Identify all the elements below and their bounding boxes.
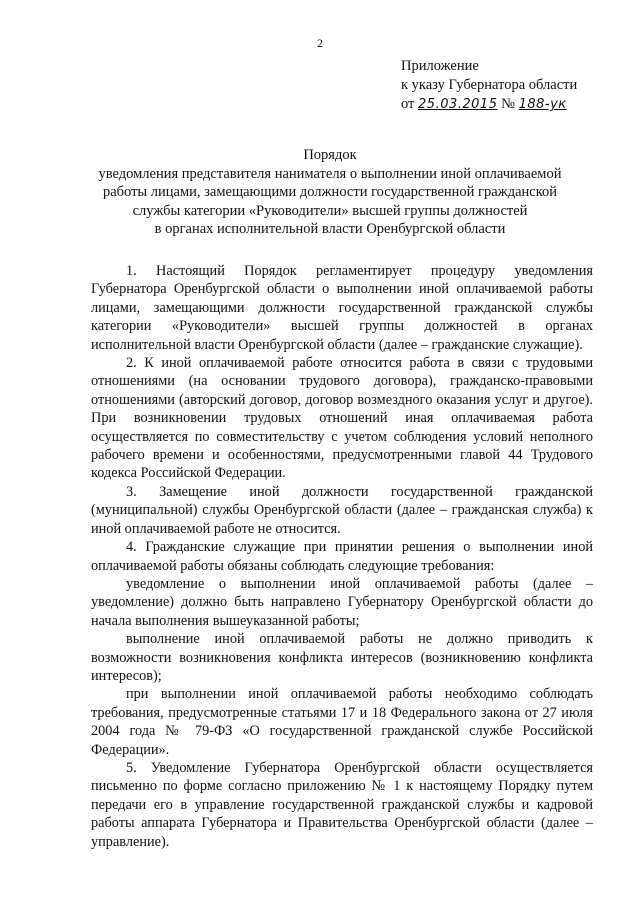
handwritten-date: 25.03.2015 [418, 97, 498, 112]
handwritten-number: 188-ук [518, 97, 567, 112]
from-label: от [401, 96, 415, 112]
appendix-date-number [401, 95, 577, 114]
paragraph: выполнение иной оплачиваемой работы не должно приводить к возможности возникновения конфликта интересов (возникновению конфликта интересов); [91, 631, 593, 684]
paragraph: 2. К иной оплачиваемой работе относится работа в связи с трудовыми отношениями (на основании трудового договора), гражданско-правовыми отношениями (авторский договор, договор возмездного оказания услуг и другое). При возникновении трудовых отношений иная оплачиваемая работа осуществляется по совместительству с учетом соблюдения условий неполного рабочего времени и особенностями, предусмотренными главой 44 Трудового кодекса Российской Федерации. [91, 355, 593, 482]
paragraph: 5. Уведомление Губернатора Оренбургской области осуществляется письменно по форме согласно приложению № 1 к настоящему Порядку путем передачи его в управление государственной гражданской службы и кадровой работы аппарата Губернатора и Правительства Оренбургской области (далее – управление). [91, 759, 593, 850]
document-title [70, 146, 590, 239]
paragraph: 4. Гражданские служащие при принятии решения о выполнении иной оплачиваемой работы обязаны соблюдать следующие требования: [91, 539, 593, 574]
appendix-label: Приложение [401, 58, 479, 74]
title-line: уведомления представителя нанимателя о выполнении иной оплачиваемой [98, 165, 562, 182]
number-label: № [501, 96, 515, 112]
paragraph: уведомление о выполнении иной оплачиваемой работы (далее – уведомление) должно быть направлено Губернатору Оренбургской области до начала выполнения вышеуказанной работы; [91, 575, 593, 629]
page-number: 2 [317, 36, 323, 50]
paragraph: при выполнении иной оплачиваемой работы необходимо соблюдать требования, предусмотренные статьями 17 и 18 Федерального закона от 27 июля 2004 года № 79-ФЗ «О государственной гражданской службе Российской Федерации». [91, 686, 593, 758]
paragraph: 1. Настоящий Порядок регламентирует процедуру уведомления Губернатора Оренбургской области о выполнении иной оплачиваемой работы лицами, замещающими должности государственной гражданской службы категории «Руководители» высшей группы должностей в органах исполнительной власти Оренбургской области (далее – гражданские служащие). [91, 263, 593, 353]
title-line: в органах исполнительной власти Оренбургской области [154, 221, 506, 238]
appendix-decree: к указу Губернатора области [401, 77, 578, 93]
document-body [91, 262, 593, 851]
paragraph: 3. Замещение иной должности государственной гражданской (муниципальной) службы Оренбургской области (далее – гражданская служба) к иной оплачиваемой работе не относится. [91, 483, 593, 537]
title-line: службы категории «Руководители» высшей группы должностей [132, 202, 528, 219]
title-heading: Порядок [303, 147, 357, 163]
title-line: работы лицами, замещающими должности государственной гражданской [102, 184, 558, 201]
appendix-header [401, 57, 577, 114]
